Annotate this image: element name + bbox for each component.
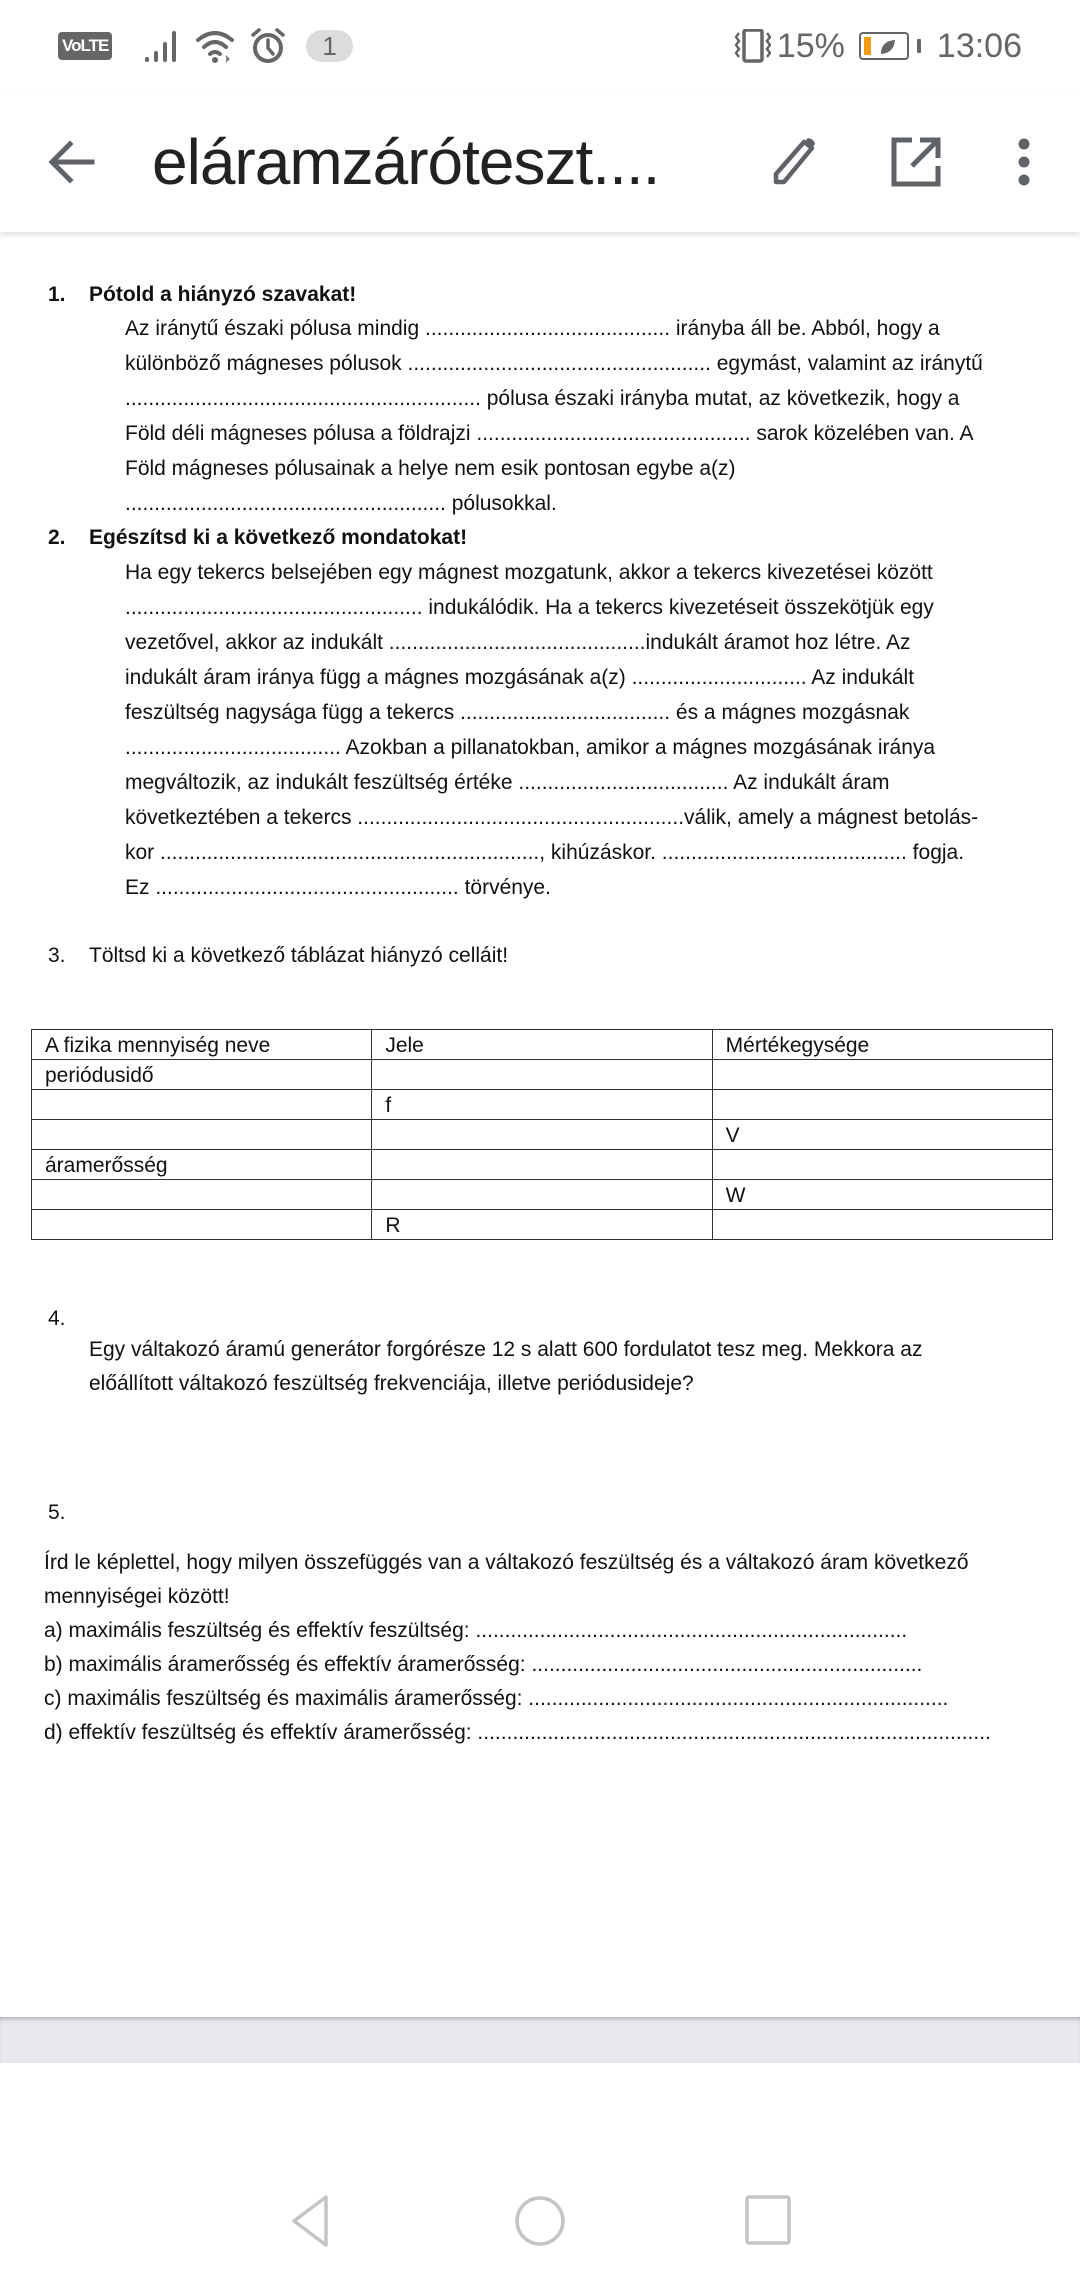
- table-cell: V: [712, 1120, 1052, 1150]
- table-cell: [32, 1120, 372, 1150]
- battery-saver-icon: [859, 32, 909, 60]
- table-cell: [712, 1060, 1052, 1090]
- leaf-icon: [879, 39, 897, 55]
- table-header-cell: Mértékegysége: [712, 1030, 1052, 1060]
- alarm-icon: [250, 28, 286, 64]
- q2-number: 2.: [48, 526, 66, 549]
- app-bar: [0, 92, 1080, 232]
- table-header-cell: Jele: [372, 1030, 712, 1060]
- q2-line: megváltozik, az indukált feszültség értéke .................................... Az indukált áram: [125, 771, 890, 794]
- table-row: [32, 1060, 1053, 1090]
- q5-line: Írd le képlettel, hogy milyen összefüggés van a váltakozó feszültség és a váltakozó áram következő: [44, 1551, 969, 1574]
- table-row: [32, 1150, 1053, 1180]
- q1-title: Pótold a hiányzó szavakat!: [89, 283, 357, 306]
- status-bar: [0, 0, 1080, 92]
- table-cell: [32, 1210, 372, 1240]
- clock: 13:06: [936, 26, 1022, 65]
- q5-number: 5.: [48, 1501, 66, 1524]
- page-end-divider: [0, 2017, 1080, 2064]
- back-arrow-icon: [46, 136, 98, 188]
- open-external-icon: [890, 136, 942, 188]
- q2-line: feszültség nagysága függ a tekercs .................................... és a mágnes mozgásnak: [125, 701, 910, 724]
- table-header-row: [32, 1030, 1053, 1060]
- q2-title: Egészítsd ki a következő mondatokat!: [89, 526, 468, 549]
- table-cell: periódusidő: [32, 1060, 372, 1090]
- nav-home-icon: [513, 2194, 567, 2248]
- table-cell: W: [712, 1180, 1052, 1210]
- volte-icon: VoLTE: [58, 32, 112, 60]
- q1-number: 1.: [48, 283, 66, 306]
- table-cell: R: [372, 1210, 712, 1240]
- table-row: [32, 1180, 1053, 1210]
- q2-line: következtében a tekercs ........................................................válik, amely a mágnest betolás-: [125, 806, 979, 829]
- open-external-button[interactable]: [884, 130, 948, 194]
- q1-line: Föld mágneses pólusainak a helye nem esik pontosan egybe a(z): [125, 457, 736, 480]
- q5-line: mennyiségei között!: [44, 1585, 230, 1608]
- nav-recents-button[interactable]: [738, 2191, 798, 2251]
- quantities-table: [31, 1029, 1053, 1240]
- edit-pencil-icon: [768, 136, 820, 188]
- status-right: [735, 24, 1022, 68]
- table-cell: [32, 1090, 372, 1120]
- battery-level-fill: [864, 37, 871, 55]
- battery-cap: [917, 39, 921, 53]
- table-row: [32, 1120, 1053, 1150]
- table-row: [32, 1210, 1053, 1240]
- more-options-button[interactable]: [992, 130, 1056, 194]
- q4-line: Egy váltakozó áramú generátor forgórésze 12 s alatt 600 fordulatot tesz meg. Mekkora az: [89, 1338, 923, 1361]
- table-cell: [372, 1150, 712, 1180]
- q5-line: a) maximális feszültség és effektív feszültség: ..........................................................................: [44, 1619, 908, 1642]
- table-cell: [372, 1180, 712, 1210]
- table-header-cell: A fizika mennyiség neve: [32, 1030, 372, 1060]
- q5-line: d) effektív feszültség és effektív áramerősség: ........................................................................................: [44, 1721, 991, 1744]
- q5-line: c) maximális feszültség és maximális áramerősség: ........................................................................: [44, 1687, 949, 1710]
- signal-icon: [144, 29, 182, 63]
- q2-line: ................................................... indukálódik. Ha a tekercs kivezetéseit összekötjük egy: [125, 596, 934, 619]
- table-row: [32, 1090, 1053, 1120]
- q3-number: 3.: [48, 944, 66, 967]
- table-cell: [372, 1120, 712, 1150]
- notification-count-badge: 1: [306, 30, 352, 62]
- back-button[interactable]: [46, 136, 98, 188]
- nav-back-icon: [288, 2194, 332, 2248]
- status-left: [58, 28, 353, 64]
- q1-line: különböző mágneses pólusok .................................................... egymást, valamint az iránytű: [125, 352, 983, 375]
- q4-line: előállított váltakozó feszültség frekvenciája, illetve periódusideje?: [89, 1372, 694, 1395]
- nav-back-button[interactable]: [280, 2191, 340, 2251]
- table-cell: [712, 1150, 1052, 1180]
- table-cell: [712, 1090, 1052, 1120]
- wifi-icon: [196, 29, 236, 63]
- edit-button[interactable]: [762, 130, 826, 194]
- table-cell: [372, 1060, 712, 1090]
- q2-line: kor ................................................................., kihúzáskor. .......................................... fogja.: [125, 841, 965, 864]
- table-cell: f: [372, 1090, 712, 1120]
- q1-line: ............................................................. pólusa északi irányba mutat, az következik, hogy a: [125, 387, 960, 410]
- nav-home-button[interactable]: [510, 2191, 570, 2251]
- q4-number: 4.: [48, 1307, 66, 1330]
- q2-line: vezetővel, akkor az indukált ............................................indukált áramot hoz létre. Az: [125, 631, 911, 654]
- q1-line: Föld déli mágneses pólusa a földrajzi ............................................... sarok közelében van. A: [125, 422, 974, 445]
- q1-line: Az iránytű északi pólusa mindig .......................................... irányba áll be. Abból, hogy a: [125, 317, 940, 340]
- more-vert-icon: [1014, 136, 1034, 188]
- table-cell: áramerősség: [32, 1150, 372, 1180]
- nav-recents-icon: [744, 2194, 792, 2248]
- q2-line: Ha egy tekercs belsejében egy mágnest mozgatunk, akkor a tekercs kivezetései között: [125, 561, 933, 584]
- q3-title: Töltsd ki a következő táblázat hiányzó celláit!: [89, 944, 509, 967]
- q2-line: indukált áram iránya függ a mágnes mozgásának a(z) .............................. Az indukált: [125, 666, 915, 689]
- q5-line: b) maximális áramerősség és effektív áramerősség: ...................................................................: [44, 1653, 923, 1676]
- q2-line: Ez .................................................... törvénye.: [125, 876, 551, 899]
- q2-line: ..................................... Azokban a pillanatokban, amikor a mágnes mozgásának iránya: [125, 736, 936, 759]
- document-title: eláramzáróteszt....: [152, 126, 660, 198]
- navigation-bar: [0, 2063, 1080, 2280]
- table-cell: [32, 1180, 372, 1210]
- q1-line: ....................................................... pólusokkal.: [125, 492, 557, 515]
- document-page[interactable]: [0, 232, 1080, 2017]
- table-cell: [712, 1210, 1052, 1240]
- battery-percent: 15%: [776, 26, 845, 65]
- vibrate-icon: [735, 29, 771, 63]
